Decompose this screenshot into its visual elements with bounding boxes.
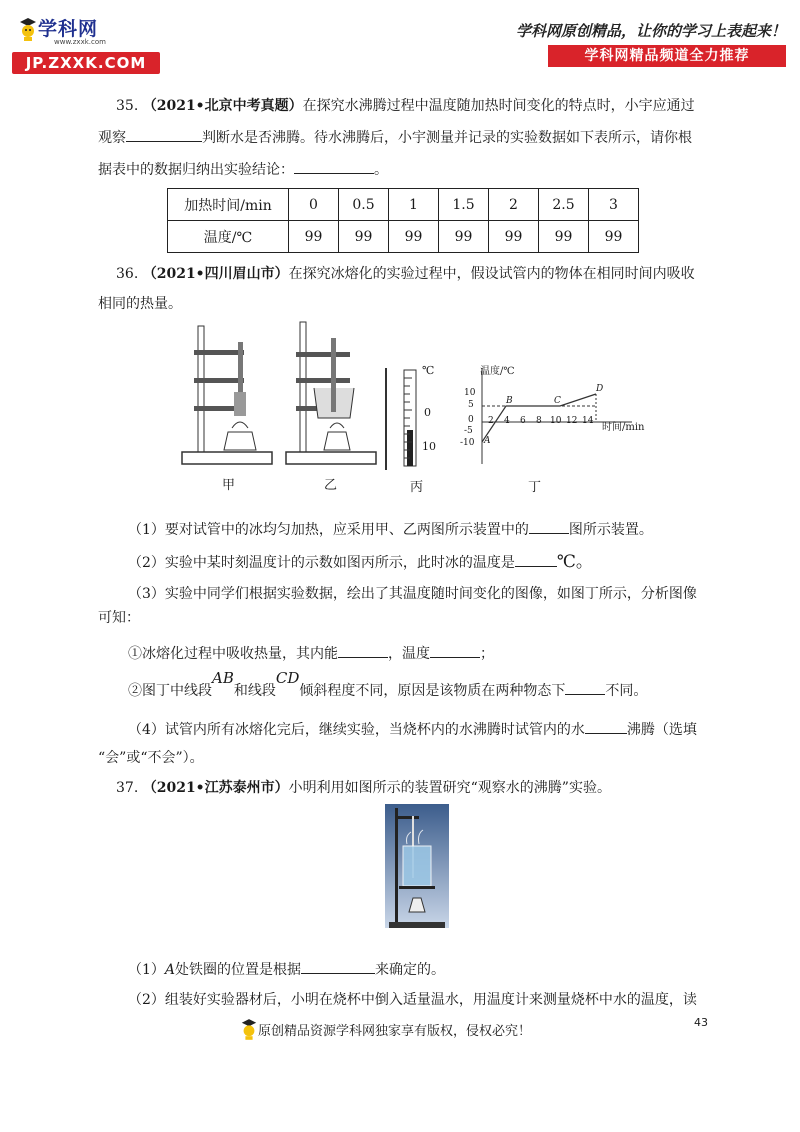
answer-blank[interactable] (430, 643, 480, 658)
thermometer-figure (380, 364, 460, 474)
table-cell: 99 (389, 221, 439, 253)
table-cell: 99 (339, 221, 389, 253)
table-cell: 1 (389, 189, 439, 221)
thermometer-unit: ℃ (422, 364, 435, 377)
graph-x-tick: 12 (566, 416, 578, 426)
graph-point-label: C (554, 396, 561, 406)
answer-blank[interactable] (301, 959, 375, 974)
logo-subtitle: www.zxxk.com (54, 38, 106, 46)
table-row (168, 189, 639, 221)
temperature-time-graph (456, 360, 656, 470)
apparatus-jia-diagram (180, 320, 276, 470)
graph-y-tick: -10 (460, 438, 475, 448)
q36-sub3-item2: ②图丁中线段AB和线段CD倾斜程度不同，原因是该物质在两种物态下 不同。 (128, 669, 648, 699)
question-number: 36. (116, 266, 139, 282)
figure-caption-ding: 丁 (528, 480, 542, 495)
table-cell: 99 (489, 221, 539, 253)
question-text: 在探究冰熔化的实验过程中，假设试管内的物体在相同时间内吸收 (288, 266, 695, 282)
graph-y-tick: -5 (464, 426, 473, 436)
q36-sub3-item1: ①冰熔化过程中吸收热量，其内能 ，温度 ； (128, 640, 718, 668)
answer-blank[interactable] (294, 159, 374, 174)
graph-x-tick: 10 (550, 416, 562, 426)
graph-point-label: B (506, 396, 513, 406)
logo-url[interactable]: JP.ZXXK.COM (12, 52, 160, 74)
table-cell: 2 (489, 189, 539, 221)
logo-brand: 学科网 (38, 18, 99, 40)
q36-sub3-line1: （3）实验中同学们根据实验数据，绘出了其温度随时间变化的图像，如图丁所示，分析图像 (128, 586, 697, 602)
q35-data-table (167, 188, 639, 253)
q37-sub2: （2）组装好实验器材后，小明在烧杯中倒入适量温水，用温度计来测量烧杯中水的温度，读 (128, 992, 697, 1008)
table-cell: 3 (589, 189, 639, 221)
answer-blank[interactable] (565, 680, 605, 695)
question-number: 37. (116, 780, 139, 796)
graph-x-tick: 8 (536, 416, 542, 426)
graph-x-tick: 6 (520, 416, 526, 426)
figure-caption-bing: 丙 (410, 480, 424, 495)
q36-sub3-line2: 可知： (98, 610, 140, 626)
table-cell: 0.5 (339, 189, 389, 221)
question-source: （2021•江苏泰州市） (142, 780, 289, 796)
table-cell: 99 (289, 221, 339, 253)
q35-line1 (116, 92, 706, 120)
figure-caption-yi: 乙 (324, 478, 338, 493)
graph-y-tick: 5 (468, 400, 474, 410)
q36-sub1: （1）要对试管中的冰均匀加热，应采用甲、乙两图所示装置中的 图所示装置。 (128, 516, 718, 544)
graph-point-label: A (484, 436, 491, 446)
q37-sub1: （1）A处铁圈的位置是根据 来确定的。 (128, 956, 718, 984)
graph-x-tick: 14 (582, 416, 594, 426)
thermometer-label: 0 (424, 406, 431, 419)
answer-blank[interactable] (126, 127, 202, 142)
table-header-cell: 温度/℃ (168, 221, 289, 253)
apparatus-yi-diagram (284, 318, 380, 470)
answer-blank[interactable] (515, 552, 557, 567)
q37-line1 (116, 774, 706, 802)
q36-sub4-line1: （4）试管内所有冰熔化完后，继续实验，当烧杯内的水沸腾时试管内的水 沸腾（选填 (128, 716, 718, 744)
answer-blank[interactable] (529, 519, 569, 534)
figure-caption-jia: 甲 (222, 478, 236, 493)
graph-x-tick: 4 (504, 416, 510, 426)
graph-y-tick: 0 (468, 415, 474, 425)
site-logo (12, 14, 162, 76)
segment-ab: AB (212, 669, 234, 687)
header-banner: 学科网精品频道全力推荐 (548, 45, 786, 67)
q36-sub4-line2: “会”或“不会”）。 (98, 750, 204, 766)
boiling-water-apparatus-photo (385, 804, 449, 928)
graph-y-axis-label: 温度/℃ (480, 366, 515, 377)
table-cell: 99 (539, 221, 589, 253)
table-cell: 1.5 (439, 189, 489, 221)
answer-blank[interactable] (585, 719, 627, 734)
graph-x-tick: 2 (488, 416, 494, 426)
question-source: （2021•四川眉山市） (142, 266, 289, 282)
question-text: 在探究水沸腾过程中温度随加热时间变化的特点时，小宇应通过 (302, 98, 695, 114)
footer-copyright: 原创精品资源学科网独家享有版权，侵权必究！ (258, 1024, 532, 1039)
answer-blank[interactable] (338, 643, 388, 658)
graph-x-axis-label: 时间/min (602, 422, 645, 433)
question-source: （2021•北京中考真题） (142, 98, 303, 114)
mascot-icon (240, 1016, 258, 1042)
header-slogan: 学科网原创精品，让你的学习上表起来！ (515, 22, 786, 40)
point-a-label: A (164, 962, 176, 978)
table-cell: 2.5 (539, 189, 589, 221)
table-header-cell: 加热时间/min (168, 189, 289, 221)
segment-cd: CD (275, 669, 300, 687)
page-number: 43 (694, 1016, 708, 1029)
q36-sub2: （2）实验中某时刻温度计的示数如图丙所示，此时冰的温度是 ℃。 (128, 552, 593, 572)
mascot-icon (18, 16, 38, 42)
graph-y-tick: 10 (464, 388, 476, 398)
thermometer-label: 10 (422, 440, 436, 453)
question-number: 35. (116, 98, 139, 114)
q36-line1 (116, 260, 706, 288)
question-text: 小明利用如图所示的装置研究“观察水的沸腾”实验。 (288, 780, 611, 796)
q35-line3: 据表中的数据归纳出实验结论： 。 (98, 156, 688, 184)
q36-line2: 相同的热量。 (98, 296, 182, 312)
table-cell: 0 (289, 189, 339, 221)
q35-line2: 观察 判断水是否沸腾。待水沸腾后，小宇测量并记录的实验数据如下表所示，请你根 (98, 124, 688, 152)
table-cell: 99 (439, 221, 489, 253)
table-row (168, 221, 639, 253)
table-cell: 99 (589, 221, 639, 253)
graph-point-label: D (596, 384, 604, 394)
